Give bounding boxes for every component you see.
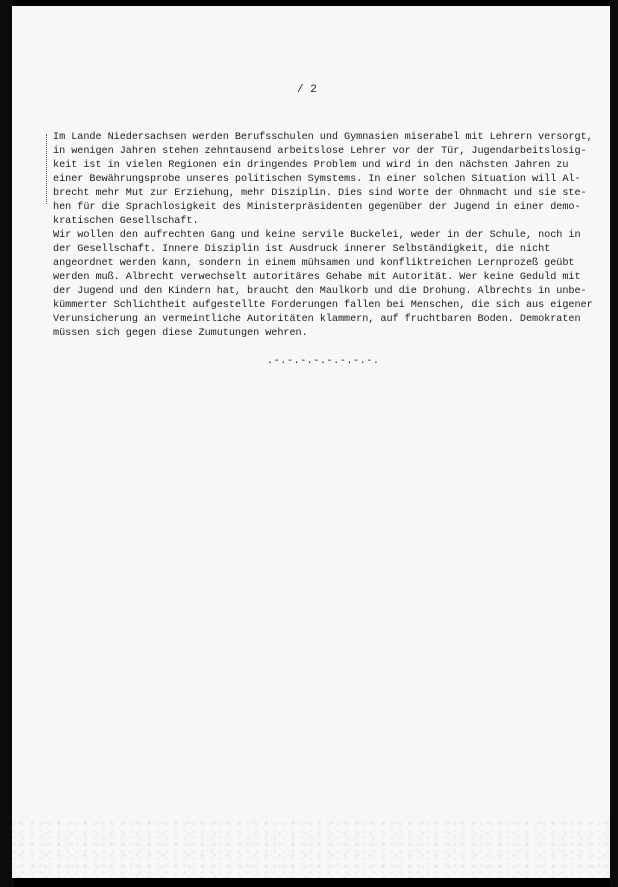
text-line: kümmerter Schlichtheit aufgestellte Forderungen fallen bei Menschen, die sich aus eigener [53, 300, 593, 311]
text-line: hen für die Sprachlosigkeit des Ministerpräsidenten gegenüber der Jugend in einer demo- [53, 202, 581, 213]
scan-noise [12, 818, 610, 878]
text-line: werden muß. Albrecht verwechselt autoritäres Gehabe mit Autorität. Wer keine Geduld mit [53, 272, 581, 283]
document-page [12, 6, 610, 878]
text-line: müssen sich gegen diese Zumutungen wehren. [53, 328, 308, 339]
margin-mark [46, 134, 49, 204]
text-line: in wenigen Jahren stehen zehntausend arbeitslose Lehrer vor der Tür, Jugendarbeitslosig- [53, 146, 587, 157]
text-line: einer Bewährungsprobe unseres politischen Symstems. In einer solchen Situation will Al- [53, 174, 581, 185]
text-line: kratischen Gesellschaft. [53, 216, 199, 227]
scan-border-right [610, 0, 618, 887]
page-number: / 2 [297, 84, 317, 96]
text-line: Verunsicherung an vermeintliche Autoritäten klammern, auf fruchtbaren Boden. Demokraten [53, 314, 581, 325]
text-line: der Gesellschaft. Innere Disziplin ist Ausdruck innerer Selbständigkeit, die nicht [53, 244, 551, 255]
section-separator: .-.-.-.-.-.-.-.-. [267, 356, 380, 367]
text-line: keit ist in vielen Regionen ein dringendes Problem und wird in den nächsten Jahren zu [53, 160, 569, 171]
text-line: Wir wollen den aufrechten Gang und keine servile Buckelei, weder in der Schule, noch in [53, 230, 581, 241]
text-line: angeordnet werden kann, sondern in einem mühsamen und konfliktreichen Lernprozeß geübt [53, 258, 575, 269]
text-line: Im Lande Niedersachsen werden Berufsschulen und Gymnasien miserabel mit Lehrern versorgt, [53, 132, 593, 143]
text-line: brecht mehr Mut zur Erziehung, mehr Disziplin. Dies sind Worte der Ohnmacht und sie ste- [53, 188, 587, 199]
text-line: der Jugend und den Kindern hat, braucht den Maulkorb und die Drohung. Albrechts in unbe- [53, 286, 587, 297]
